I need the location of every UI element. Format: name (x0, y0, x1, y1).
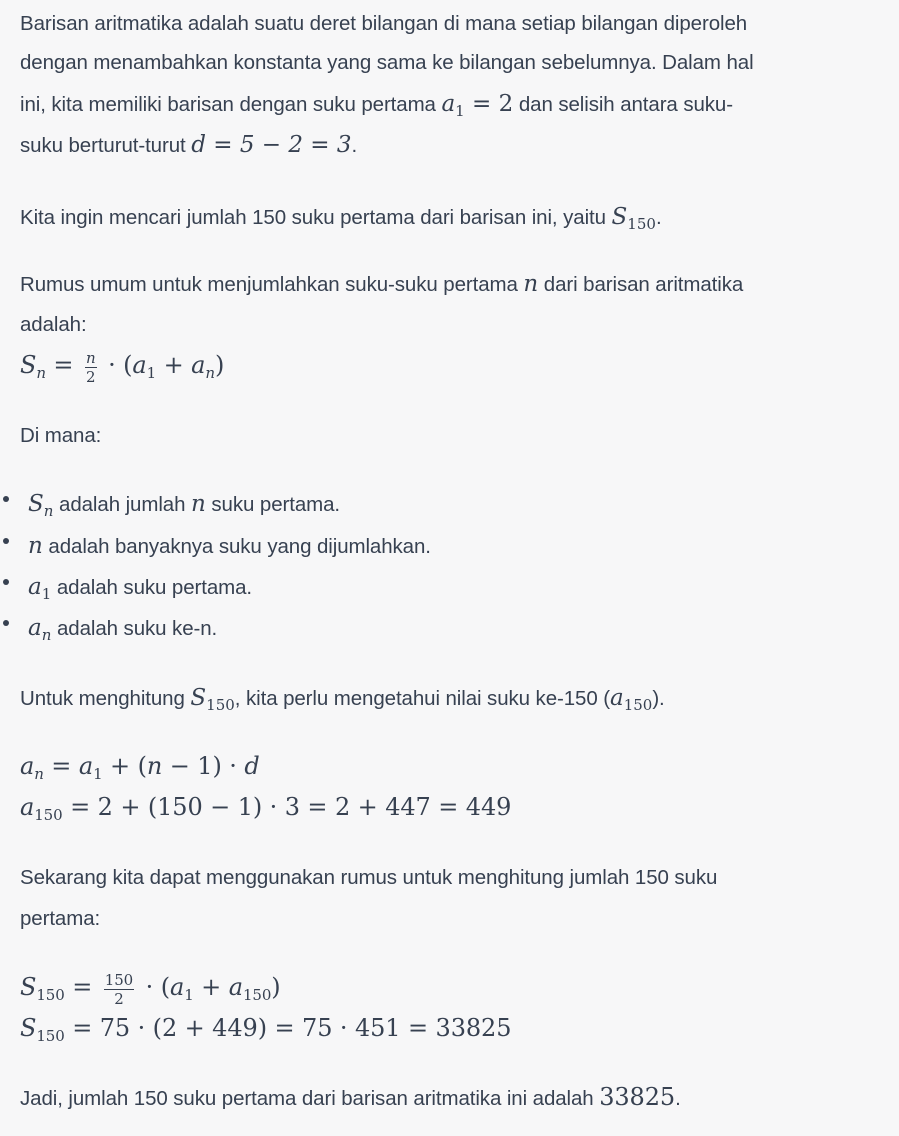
bullet-dot (3, 620, 9, 626)
intro-line-3: ini, kita memiliki barisan dengan suku pertama $a_1 = 2$ dan selisih antara suku- (20, 91, 733, 120)
nth-term-formula: $a_n = a_1 + (n - 1) \cdot d$ (20, 752, 260, 783)
bullet-dot (3, 538, 9, 544)
goal-sentence: Kita ingin mencari jumlah 150 suku pertama dari barisan ini, yaitu $S_{150}$. (20, 204, 662, 233)
where-label: Di mana: (20, 424, 102, 447)
intro-line-4: suku berturut-turut d = 5 − 2 = 3. (20, 132, 358, 158)
formula-intro-line-2: adalah: (20, 313, 87, 336)
intro-line-1: Barisan aritmatika adalah suatu deret bilangan di mana setiap bilangan diperoleh (20, 12, 748, 35)
now-line-2: pertama: (20, 907, 101, 930)
definition-n: n adalah banyaknya suku yang dijumlahkan. (28, 533, 431, 559)
compute-intro: Untuk menghitung $S_{150}$, kita perlu mengetahui nilai suku ke-150 $(a_{150})$. (20, 685, 665, 714)
sum-formula: $S_n$ = $\frac{n}{2}$ · $(a_1 + a_n)$ (20, 349, 225, 386)
sum-150-calculation: $S_{150} = 75 \cdot (2 + 449) = 75 \cdot 451 = 33825$ (20, 1014, 512, 1045)
conclusion: Jadi, jumlah 150 suku pertama dari barisan aritmatika ini adalah 33825. (20, 1083, 681, 1111)
definition-an: $a_n$ adalah suku ke-n. (28, 615, 218, 644)
definition-a1: $a_1$ adalah suku pertama. (28, 574, 253, 603)
bullet-dot (3, 579, 9, 585)
sum-150-formula: $S_{150}$ = $\frac{150}{2}$ · $(a_1 + a_{150})$ (20, 971, 281, 1008)
now-line-1: Sekarang kita dapat menggunakan rumus untuk menghitung jumlah 150 suku (20, 866, 718, 889)
term-150-calculation: $a_{150} = 2 + (150 - 1) \cdot 3 = 2 + 447 = 449$ (20, 793, 512, 824)
formula-intro-line-1: Rumus umum untuk menjumlahkan suku-suku pertama n dari barisan aritmatika (20, 271, 744, 297)
definition-sn: $S_n$ adalah jumlah n suku pertama. (28, 491, 341, 520)
intro-line-2: dengan menambahkan konstanta yang sama ke bilangan sebelumnya. Dalam hal (20, 51, 754, 74)
bullet-dot (3, 496, 9, 502)
